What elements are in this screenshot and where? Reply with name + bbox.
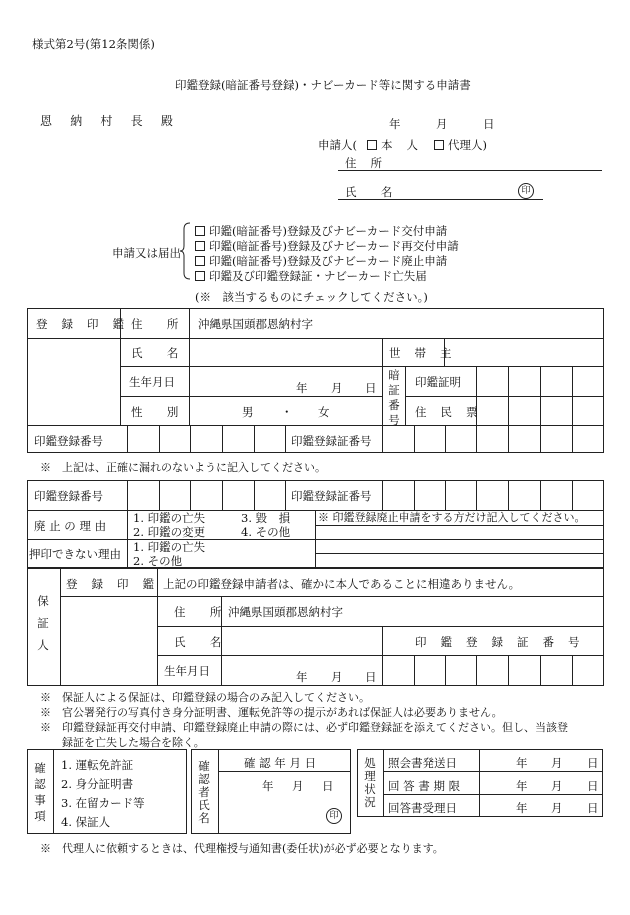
date-month: 月 <box>436 117 448 131</box>
pin-label: 暗証番号 <box>388 368 400 427</box>
applicant-name-label: 氏 名 <box>345 185 403 199</box>
date-year: 年 <box>389 117 401 131</box>
checkbox[interactable] <box>195 256 205 266</box>
confirm-date-label: 確 認 年 月 日 <box>244 756 317 770</box>
applicant-agent-option[interactable]: 代理人) <box>434 137 487 153</box>
reply-received-month: 月 <box>551 801 563 815</box>
applicant-seal-mark: 印 <box>518 183 534 199</box>
checkbox[interactable] <box>195 226 205 236</box>
reason-option-1[interactable]: 1. 印鑑の亡失 <box>133 511 206 525</box>
brace-icon <box>179 222 191 280</box>
confirm-items-label: 確認事項 <box>34 761 46 823</box>
guarantor-seal-area[interactable] <box>63 599 155 684</box>
guarantor-name-field[interactable] <box>224 629 378 651</box>
reply-received-label: 回答書受理日 <box>388 801 457 815</box>
reg-address-label: 住 所 <box>131 317 189 331</box>
inquiry-sent-month: 月 <box>551 756 563 770</box>
confirm-day: 日 <box>322 779 334 793</box>
registered-seal-area[interactable] <box>30 341 118 423</box>
guarantor-statement: 上記の印鑑登録申請者は、確かに本人であることに相違ありません。 <box>163 577 521 591</box>
reg-address-value[interactable]: 沖縄県国頭郡恩納村字 <box>198 317 313 331</box>
confirm-year: 年 <box>262 779 274 793</box>
guarantor-label: 保証人 <box>37 594 49 652</box>
name-underline <box>338 199 543 200</box>
guarantor-name-label: 氏 名 <box>174 635 232 649</box>
sex-male-option[interactable]: 男 <box>242 405 254 419</box>
confirm-item-3[interactable]: 3. 在留カード等 <box>61 796 145 810</box>
reason-option-3[interactable]: 3. 毀 損 <box>241 511 291 525</box>
abolish-reg-number-label: 印鑑登録番号 <box>34 489 103 503</box>
confirm-item-4[interactable]: 4. 保証人 <box>61 815 111 829</box>
confirm-item-2[interactable]: 2. 身分証明書 <box>61 777 134 791</box>
addressee: 恩 納 村 長 殿 <box>40 114 181 128</box>
nostamp-option-2[interactable]: 2. その他 <box>133 554 183 568</box>
note-photo-id: ※ 官公署発行の写真付き身分証明書、運転免許等の提示があれば保証人は必要ありません。 <box>40 706 503 719</box>
resident-label: 住 民 票 <box>415 405 483 419</box>
abolish-only-note: ※ 印鑑登録廃止申請をする方だけ記入してください。 <box>318 511 586 524</box>
date-day: 日 <box>483 117 495 131</box>
guarantor-cert-number-label: 印 鑑 登 録 証 番 号 <box>415 635 585 649</box>
confirm-officer-label: 確認者氏名 <box>198 759 210 825</box>
sex-label: 性 別 <box>131 405 189 419</box>
confirm-seal-mark: 印 <box>326 808 342 824</box>
reg-name-field[interactable] <box>192 341 378 363</box>
inquiry-sent-year: 年 <box>516 756 528 770</box>
registered-seal-label: 登 録 印 鑑 <box>36 317 130 331</box>
address-underline <box>338 170 602 171</box>
seal-cert-label: 印鑑証明 <box>415 375 461 389</box>
guarantor-birth-year: 年 <box>296 670 308 684</box>
self-checkbox[interactable] <box>367 140 377 150</box>
household-head-label: 世 帯 主 <box>389 346 457 360</box>
form-title: 印鑑登録(暗証番号登録)・ナビーカード等に関する申請書 <box>175 78 471 92</box>
guarantor-seal-label: 登 録 印 鑑 <box>66 577 160 591</box>
abolish-reason-label: 廃 止 の 理 由 <box>34 519 107 533</box>
request-option-3[interactable]: 印鑑(暗証番号)登録及びナビーカード廃止申請 <box>195 253 447 269</box>
abolish-cert-number-label: 印鑑登録証番号 <box>291 489 372 503</box>
request-option-1[interactable]: 印鑑(暗証番号)登録及びナビーカード交付申請 <box>195 223 447 239</box>
request-option-2[interactable]: 印鑑(暗証番号)登録及びナビーカード再交付申請 <box>195 238 459 254</box>
guarantor-birth-month: 月 <box>331 670 343 684</box>
guarantor-birth-day: 日 <box>365 670 377 684</box>
request-option-4[interactable]: 印鑑及び印鑑登録証・ナビーカード亡失届 <box>195 268 427 284</box>
reg-cert-number-label: 印鑑登録証番号 <box>291 434 372 448</box>
agent-checkbox[interactable] <box>434 140 444 150</box>
reply-received-day: 日 <box>587 801 599 815</box>
form-number: 様式第2号(第12条関係) <box>32 37 155 51</box>
note-lost-exception: 録証を亡失した場合を除く。 <box>40 736 205 749</box>
checkbox[interactable] <box>195 271 205 281</box>
no-stamp-reason-label: 押印できない理由 <box>29 547 121 561</box>
reg-birth-label: 生年月日 <box>129 375 175 389</box>
household-head-field[interactable] <box>447 341 601 363</box>
confirm-item-1[interactable]: 1. 運転免許証 <box>61 758 134 772</box>
reply-deadline-day: 日 <box>587 779 599 793</box>
reg-number-label: 印鑑登録番号 <box>34 434 103 448</box>
inquiry-sent-label: 照会書発送日 <box>388 756 457 770</box>
process-status-label: 処理状況 <box>364 756 376 809</box>
note-attach-cert: ※ 印鑑登録証再交付申請、印鑑登録廃止申請の際には、必ず印鑑登録証を添えてください。但し、当該登 <box>40 721 568 734</box>
sex-female-option[interactable]: 女 <box>318 405 330 419</box>
reg-birth-month: 月 <box>331 381 343 395</box>
applicant-label: 申請人( <box>318 138 357 152</box>
confirm-month: 月 <box>292 779 304 793</box>
note-guarantor: ※ 保証人による保証は、印鑑登録の場合のみ記入してください。 <box>40 691 370 704</box>
check-instruction: (※ 該当するものにチェックしてください。) <box>195 290 428 304</box>
applicant-self-option[interactable]: 本 人 <box>367 137 423 153</box>
reply-deadline-year: 年 <box>516 779 528 793</box>
checkbox[interactable] <box>195 241 205 251</box>
request-label: 申請又は届出 <box>112 246 181 260</box>
inquiry-sent-day: 日 <box>587 756 599 770</box>
reply-deadline-label: 回 答 書 期 限 <box>388 779 461 793</box>
reg-birth-year: 年 <box>296 381 308 395</box>
guarantor-birth-label: 生年月日 <box>164 664 210 678</box>
proxy-note: ※ 代理人に依頼するときは、代理権授与通知書(委任状)が必ず必要となります。 <box>40 842 444 855</box>
reply-deadline-month: 月 <box>551 779 563 793</box>
reply-received-year: 年 <box>516 801 528 815</box>
reg-birth-day: 日 <box>365 381 377 395</box>
sex-separator: ・ <box>281 405 293 419</box>
nostamp-option-1[interactable]: 1. 印鑑の亡失 <box>133 540 206 554</box>
reason-option-2[interactable]: 2. 印鑑の変更 <box>133 525 206 539</box>
accuracy-note: ※ 上記は、正確に漏れのないように記入してください。 <box>40 461 326 474</box>
guarantor-address-label: 住 所 <box>174 605 232 619</box>
reason-option-4[interactable]: 4. その他 <box>241 525 291 539</box>
applicant-address-label: 住 所 <box>345 156 388 170</box>
reg-name-label: 氏 名 <box>131 346 189 360</box>
guarantor-address-value[interactable]: 沖縄県国頭郡恩納村字 <box>228 605 343 619</box>
